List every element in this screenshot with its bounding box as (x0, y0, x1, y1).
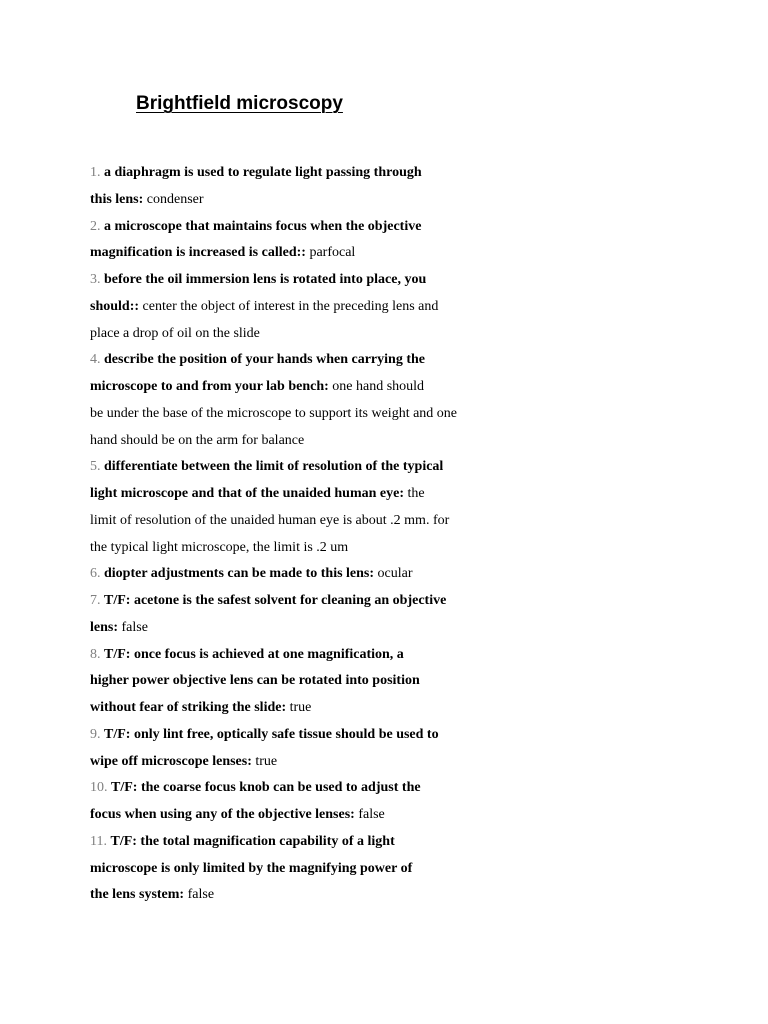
item-number: 6. (90, 566, 101, 582)
list-item (90, 160, 510, 214)
list-item (90, 642, 510, 722)
item-number: 4. (90, 352, 101, 368)
answer-text: limit of resolution of the unaided human eye is about .2 mm. for (90, 512, 450, 528)
text-line (90, 561, 510, 588)
question-text: microscope to and from your lab bench: (90, 379, 329, 394)
item-number: 3. (90, 272, 101, 287)
answer-text: ocular (377, 566, 413, 582)
text-line (90, 829, 510, 856)
question-text: T/F: the coarse focus knob can be used to adjust the (111, 780, 421, 796)
question-text: T/F: only lint free, optically safe tissue should be used to (104, 726, 439, 742)
text-line (90, 160, 510, 187)
question-text: T/F: the total magnification capability of a light (110, 833, 395, 849)
item-number: 8. (90, 646, 101, 662)
answer-text: true (289, 700, 312, 715)
text-line (90, 267, 510, 294)
list-item (90, 561, 510, 588)
item-number: 7. (90, 593, 101, 608)
answer-text: hand should be on the arm for balance (90, 432, 305, 448)
list-item (90, 829, 510, 909)
list-item (90, 454, 510, 561)
list-item (90, 588, 510, 642)
question-text: microscope is only limited by the magnifying power of (90, 860, 413, 876)
text-line (90, 668, 510, 695)
question-text: differentiate between the limit of resolution of the typical (104, 459, 444, 475)
question-text: describe the position of your hands when carrying the (104, 352, 425, 368)
text-line (90, 508, 510, 535)
page-title: Brightfield microscopy (136, 93, 343, 114)
text-line (90, 294, 510, 321)
text-line (90, 214, 510, 241)
list-item (90, 722, 510, 776)
question-text: focus when using any of the objective lenses: (90, 807, 355, 822)
question-text: this lens: (90, 191, 144, 207)
question-text: lens: (90, 619, 118, 635)
item-number: 10. (90, 780, 108, 796)
question-text: should:: (90, 298, 140, 314)
text-line (90, 588, 510, 615)
text-line (90, 749, 510, 776)
answer-text: parfocal (309, 245, 356, 261)
text-line (90, 428, 510, 455)
question-text: a diaphragm is used to regulate light passing through (104, 165, 422, 180)
text-line (90, 775, 510, 802)
answer-text: place a drop of oil on the slide (90, 325, 260, 341)
item-number: 5. (90, 459, 101, 475)
question-text: T/F: acetone is the safest solvent for cleaning an objective (104, 593, 447, 608)
question-text: magnification is increased is called:: (90, 245, 306, 261)
text-line (90, 856, 510, 883)
answer-text: false (187, 887, 215, 903)
answer-text: be under the base of the microscope to support its weight and one (90, 405, 458, 421)
text-line (90, 695, 510, 722)
text-line (90, 535, 510, 562)
text-line (90, 187, 510, 214)
question-text: diopter adjustments can be made to this lens: (104, 566, 375, 582)
text-line (90, 374, 510, 401)
answer-text: the (407, 486, 425, 501)
text-line (90, 802, 510, 829)
text-line (90, 615, 510, 642)
answer-text: true (255, 753, 278, 769)
list-item (90, 775, 510, 829)
question-text: without fear of striking the slide: (90, 700, 287, 715)
question-text: T/F: once focus is achieved at one magnification, a (104, 646, 404, 662)
item-number: 2. (90, 218, 101, 234)
text-line (90, 240, 510, 267)
answer-text: the typical light microscope, the limit is .2 um (90, 539, 349, 555)
list-item (90, 347, 510, 454)
text-line (90, 882, 510, 909)
text-line (90, 347, 510, 374)
list-item (90, 214, 510, 268)
text-line (90, 642, 510, 669)
question-text: a microscope that maintains focus when the objective (104, 218, 422, 234)
item-number: 11. (90, 833, 107, 849)
answer-text: center the object of interest in the preceding lens and (142, 298, 439, 314)
text-line (90, 454, 510, 481)
question-text: wipe off microscope lenses: (90, 753, 252, 769)
question-text: before the oil immersion lens is rotated into place, you (104, 272, 427, 287)
list-item (90, 267, 510, 347)
item-number: 1. (90, 165, 101, 180)
question-list (90, 160, 510, 909)
question-text: higher power objective lens can be rotated into position (90, 673, 420, 689)
question-text: the lens system: (90, 887, 185, 903)
item-number: 9. (90, 726, 101, 742)
answer-text: false (358, 807, 385, 822)
answer-text: condenser (146, 191, 204, 207)
text-line (90, 722, 510, 749)
text-line (90, 401, 510, 428)
answer-text: one hand should (332, 379, 425, 394)
text-line (90, 481, 510, 508)
text-line (90, 321, 510, 348)
question-text: light microscope and that of the unaided human eye: (90, 486, 404, 501)
answer-text: false (121, 619, 148, 635)
